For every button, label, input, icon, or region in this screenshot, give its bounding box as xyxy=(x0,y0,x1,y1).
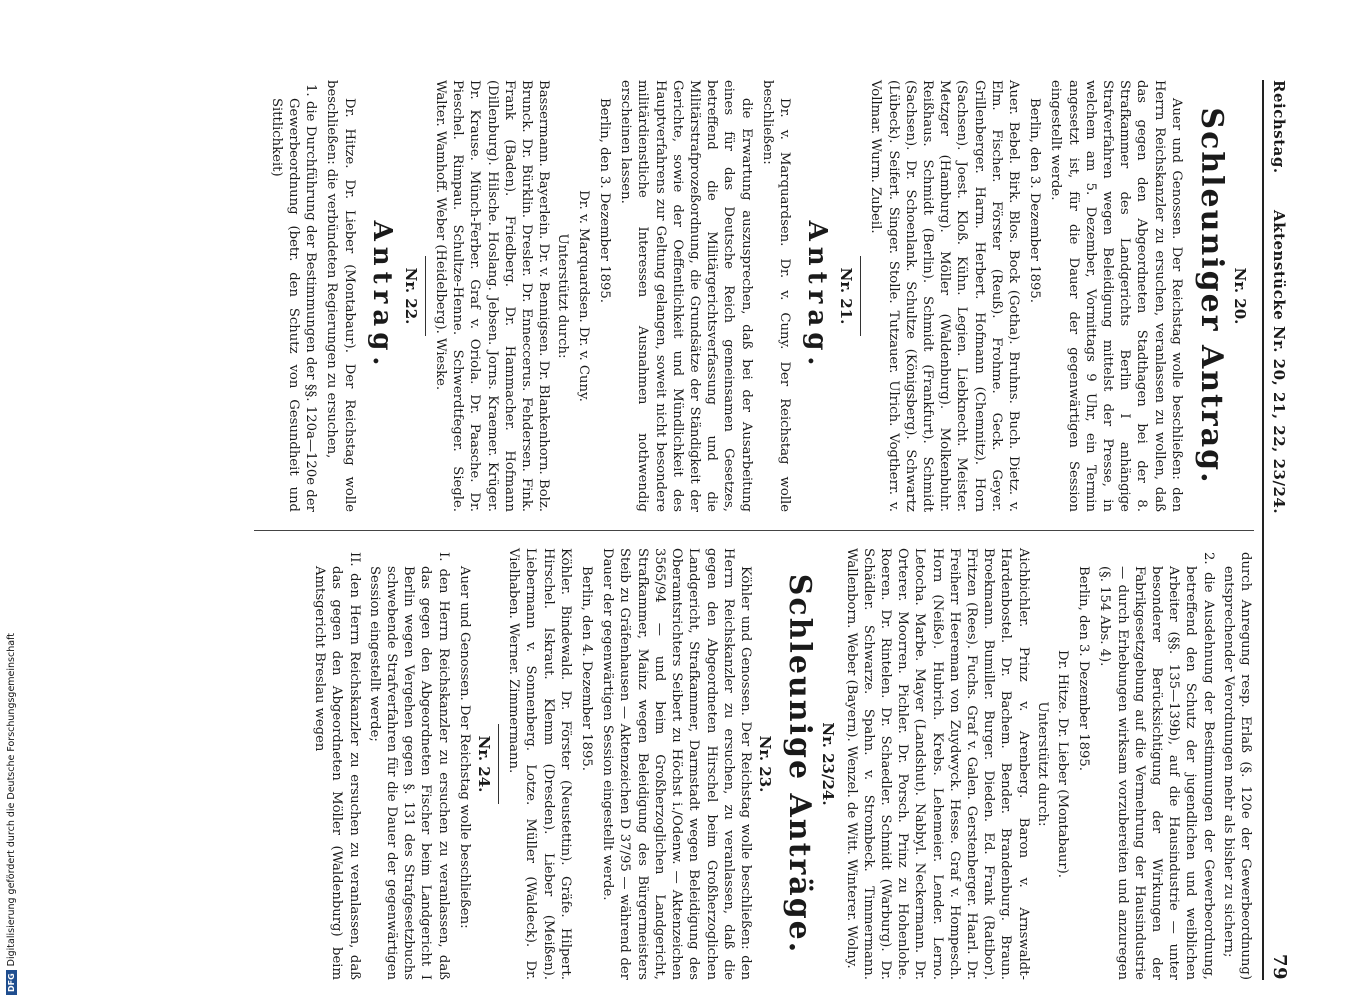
running-head xyxy=(1266,80,1290,980)
section-rule xyxy=(498,724,499,804)
nr20-number: Nr. 20. xyxy=(1231,267,1249,325)
nr22-number: Nr. 22. xyxy=(401,267,420,325)
nr23-number: Nr. 23. xyxy=(756,735,775,793)
nr23-signatories: Köhler. Bindewald. Dr. Förster (Neustettin). Gräfe. Hilpert. Hirschel. Iskraut. Klemm (Dresden). Lieber (Meißen). Liebermann v. Sonnenberg. Lotze. Müller (Waldeck). Dr. Vielhaben. Werner. Zimmermann. xyxy=(506,548,573,980)
nr23-24-number: Nr. 23/24. xyxy=(819,722,838,806)
nr22-date: Berlin, den 3. Dezember 1895. xyxy=(1076,566,1092,771)
nr22-signature: Dr. Hitze. Dr. Lieber (Montabaur). xyxy=(1054,650,1070,878)
header-rule xyxy=(1262,80,1264,980)
nr21-body: die Erwartung auszusprechen, daß bei der Ausarbeitung eines für das Deutsche Reich gemeinsamen Gesetzes, betreffend die Militärgerichtsverfassung und die Militärstrafprozeßordnung, die Grundsätze der Ständigkeit der Gerichte, sowie der Oeffentlichkeit und Mündlichkeit des Hauptverfahrens zur Geltung gelangen, soweit nicht besondere militärdienstliche Interessen Ausnahmen nothwendig erscheinen lassen. xyxy=(618,80,754,512)
nr22-item-2: 2. die Ausdehnung der Bestimmungen der Gewerbeordnung, betreffend den Schutz der jugendlichen und weiblichen Arbeiter (§§. 135—139b), auf die Hausindustrie — unter besonderer Berücksichtigung der Wirkungen der Fabrikgesetzgebung auf die Vermehrung der Hausindustrie — durch Erhebungen wirksam vorzubereiten und anzuregen (§. 154 Abs. 4). xyxy=(1097,552,1216,980)
nr21-supported-label: Unterstützt durch: xyxy=(555,233,571,359)
nr21-signature: Dr. v. Marquardsen. Dr. v. Cuny. xyxy=(575,190,591,402)
nr24-intro: Auer und Genossen. Der Reichstag wolle beschließen: xyxy=(456,566,472,929)
section-rule xyxy=(425,256,426,336)
nr20-signatories: Auer. Bebel. Birk. Blos. Bock (Gotha). Bruhns. Buch. Dietz. v. Elm. Fischer. Förster (Reuß). Frohme. Geck. Geyer. Grillenberger. Harm. Herbert. Hofmann (Chemnitz). Horn (Sachsen). Joest. Kloß. Kühn. Legien. Liebknecht. Meister. Metzger (Hamburg). Möller (Waldenburg). Molkenbuhr. Reißhaus. Schmidt (Berlin). Schmidt (Frankfurt). Schmidt (Sachsen). Dr. Schoenlank. Schultze (Königsberg). Schwartz (Lübeck). Seifert. Singer. Stolle. Tutzauer. Ulrich. Vogtherr. v. Vollmar. Wurm. Zubeil. xyxy=(868,80,1021,512)
right-column xyxy=(308,548,1254,980)
nr21-number: Nr. 21. xyxy=(837,267,856,325)
running-head-title: Aktenstücke Nr. 20, 21, 22, 23/24. xyxy=(1270,210,1288,515)
nr22-item-1-continued: durch Anregung resp. Erlaß (§. 120e der Gewerbeordnung) entsprechender Verordnungen mehr als bisher zu sichern; xyxy=(1220,552,1253,980)
nr24-item-1: I. den Herrn Reichskanzler zu ersuchen zu veranlassen, daß das gegen den Abgeordneten Fischer beim Landgericht I Berlin wegen Vergehen gegen §. 131 des Strafgesetzbuchs schwebende Strafverfahren für die Dauer der gegenwärtigen Session eingestellt werde; xyxy=(366,552,451,980)
nr20-date: Berlin, den 3. Dezember 1895. xyxy=(1027,98,1043,303)
nr24-item-2: II. den Herrn Reichskanzler zu ersuchen zu veranlassen, daß das gegen den Abgeordneten Möller (Waldenburg) beim Amtsgericht Breslau wegen xyxy=(312,552,362,980)
nr21-intro: Dr. v. Marquardsen. Dr. v. Cuny. Der Reichstag wolle beschließen: xyxy=(759,80,792,512)
nr22-supported-label: Unterstützt durch: xyxy=(1034,701,1050,827)
section-rule xyxy=(860,256,861,336)
running-head-left: Reichstag. xyxy=(1270,80,1288,174)
footer-text: Digitalisierung gefördert durch die Deutsche Forschungsgemeinschaft xyxy=(6,633,17,967)
digitization-footer xyxy=(6,633,17,995)
dfg-logo: DFG xyxy=(6,970,17,995)
nr24-number: Nr. 24. xyxy=(475,735,494,793)
nr20-title: Schleuniger Antrag. xyxy=(1193,107,1229,485)
nr22-title: Antrag. xyxy=(366,220,397,372)
nr22-item-1: 1. die Durchführung der Bestimmungen der §§. 120a—120e der Gewerbeordnung (betr. den Schutz von Gesundheit und Sittlichkeit) xyxy=(268,84,319,512)
nr23-24-title: Schleunige Anträge. xyxy=(782,573,818,955)
nr21-title: Antrag. xyxy=(801,220,832,372)
page-number: 79 xyxy=(1269,953,1290,980)
nr23-intro: Köhler und Genossen. Der Reichstag wolle beschließen: den Herrn Reichskanzler zu ersuchen, zu veranlassen, daß die gegen den Abgeordneten Hirschel beim Großherzoglichen Landgericht, Strafkammer, Darmstadt wegen Beleidigung des Oberamtsrichters Seibert zu Höchst i./Odenw. — Aktenzeichen 3565/94 — und beim Großherzoglichen Landgericht, Strafkammer, Mainz wegen Beleidigung des Bürgermeisters Steib zu Gräfenhausen — Aktenzeichen D 37/95 — während der Dauer der gegenwärtigen Session eingestellt werde. xyxy=(600,548,753,980)
nr21-supporters: Bassermann. Bayerlein. Dr. v. Bennigsen. Dr. Blankenhorn. Bolz. Brunck. Dr. Bürklin. Dresler. Dr. Enneccerus. Fehdersen. Fink. Frank (Baden). Friedberg. Dr. Hammacher. Hofmann (Dillenburg). Hilsche. Hoslang. Jebsen. Jorns. Kraemer. Krüger. Dr. Krause. Münch-Ferber. Graf v. Oriola. Dr. Paasche. Dr. Pieschel. Rimpau. Schultze-Henne. Schwerdtfeger. Siegle. Walter. Wamhoff. Weber (Heidelberg). Wieske. xyxy=(433,80,552,512)
nr20-intro: Auer und Genossen. Der Reichstag wolle beschließen: den Herrn Reichskanzler zu ersuchen, veranlassen zu wollen, daß das gegen den Abgeordneten Stadthagen bei der 8. Strafkammer des Landgerichts Berlin I anhängige Strafverfahren wegen Beleidigung mittelst der Presse, in welchem am 5. Dezember, Vormittags 9 Uhr, ein Termin angesetzt ist, für die Dauer der gegenwärtigen Session eingestellt werde. xyxy=(1048,80,1184,512)
nr22-intro: Dr. Hitze. Dr. Lieber (Montabaur). Der Reichstag wolle beschließen: die verbündeten Regierungen zu ersuchen, xyxy=(324,80,357,512)
nr21-date: Berlin, den 3. Dezember 1895. xyxy=(596,98,612,303)
nr23-date: Berlin, den 4. Dezember 1895. xyxy=(579,566,595,771)
left-column xyxy=(265,80,1254,512)
document-page xyxy=(250,80,1290,980)
nr22-supporters: Aichbichler. Prinz v. Arenberg. Baron v. Arnswaldt-Hardenbostel. Dr. Bachem. Bender. Brandenburg. Braun. Broekmann. Bumiller. Burger. Dieden. Ed. Frank (Ratibor). Fritzen (Rees). Fuchs. Graf v. Galen. Gerstenberger. Haarl. Dr. Freiherr Heereman von Zuydwyck. Hesse. Graf v. Hompesch. Horn (Neiße). Hubrich. Krebs. Lehemeier. Lender. Lerno. Letocha. Marbe. Mayer (Landshut). Nabbyl. Neckermann. Dr. Orterer. Moorren. Pichler. Dr. Porsch. Prinz zu Hohenlohe. Roeren. Dr. Rintelen. Dr. Schaedler. Schmidt (Warburg). Dr. Schädler. Schwarze. Spahn. v. Strombeck. Timmermann. Wallenborn. Weber (Bayern). Wenzel. de Witt. Winterer. Wolny. xyxy=(843,548,1031,980)
column-divider xyxy=(254,530,1254,531)
